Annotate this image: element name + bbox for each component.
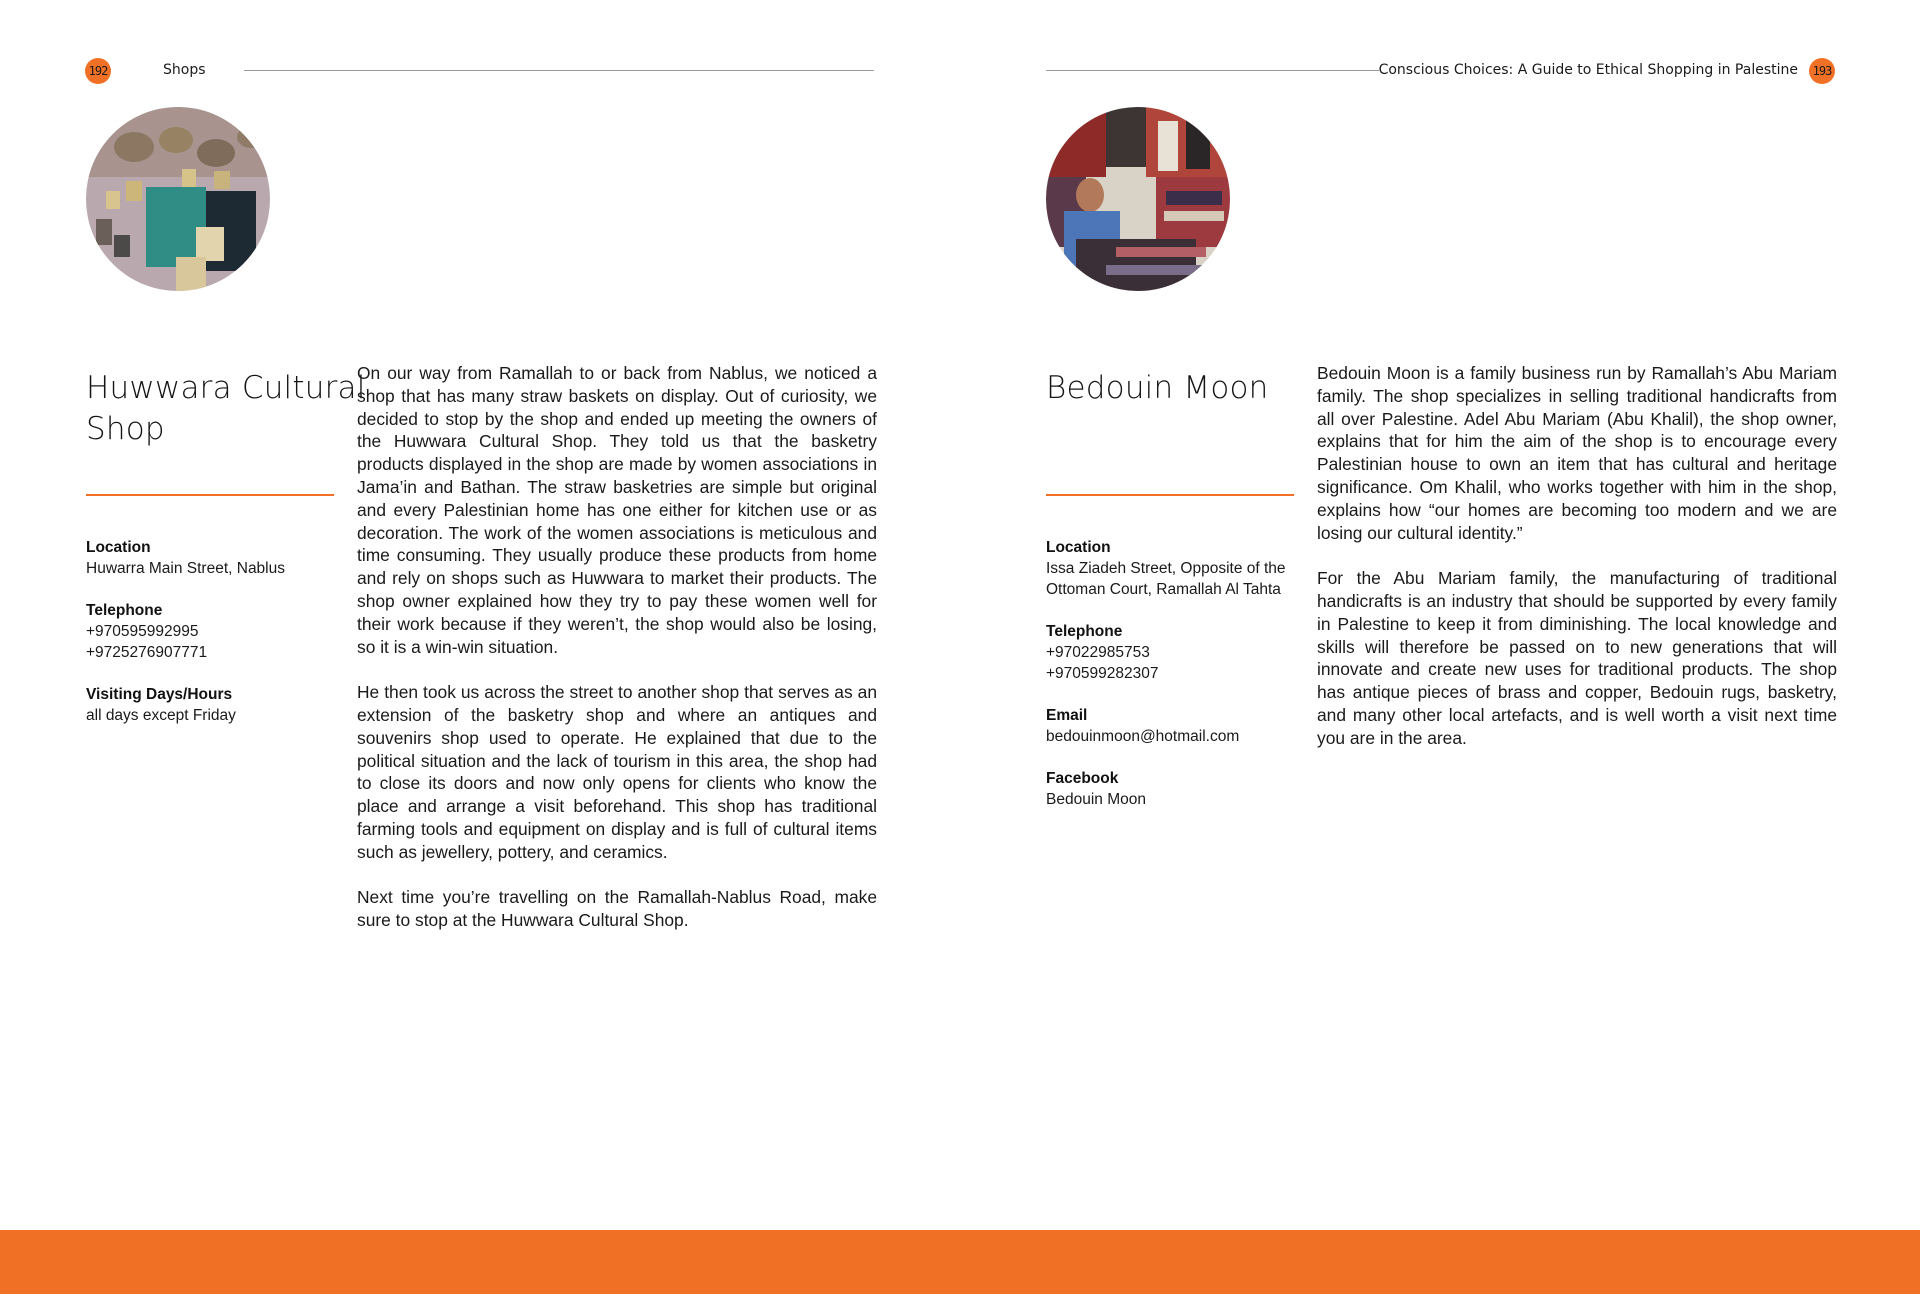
shop-title-bedouin-moon: Bedouin Moon bbox=[1046, 370, 1269, 406]
header-rule-left bbox=[244, 70, 874, 71]
shop-title-huwwara bbox=[86, 368, 366, 450]
location-value: Issa Ziadeh Street, Opposite of the Ottoman Court, Ramallah Al Tahta bbox=[1046, 560, 1286, 598]
shop-info-huwwara bbox=[86, 537, 338, 747]
location-group bbox=[86, 537, 338, 579]
telephone-group bbox=[1046, 621, 1298, 684]
page-number-right: 193 bbox=[1809, 58, 1835, 84]
shop-owner-photo bbox=[1046, 107, 1230, 291]
location-value: Huwarra Main Street, Nablus bbox=[86, 560, 285, 577]
hours-value: all days except Friday bbox=[86, 707, 236, 724]
shop-description-bedouin-moon bbox=[1317, 362, 1837, 772]
telephone-value: +97022985753 bbox=[1046, 644, 1150, 661]
telephone-label: Telephone bbox=[86, 602, 163, 619]
telephone-value: +970599282307 bbox=[1046, 665, 1159, 682]
shop-title-line-2: Shop bbox=[86, 411, 165, 447]
page-number-left: 192 bbox=[85, 58, 111, 84]
shop-info-bedouin-moon bbox=[1046, 537, 1298, 831]
accent-rule-left bbox=[86, 494, 334, 496]
email-value[interactable]: bedouinmoon@hotmail.com bbox=[1046, 728, 1240, 745]
location-label: Location bbox=[86, 539, 151, 556]
facebook-value: Bedouin Moon bbox=[1046, 791, 1146, 808]
telephone-value: +970595992995 bbox=[86, 623, 199, 640]
hours-label: Visiting Days/Hours bbox=[86, 686, 233, 703]
shop-title-line-1: Huwwara Cultural bbox=[86, 370, 366, 406]
telephone-value: +9725276907771 bbox=[86, 644, 208, 661]
facebook-group bbox=[1046, 768, 1298, 810]
facebook-label: Facebook bbox=[1046, 770, 1119, 787]
telephone-group bbox=[86, 600, 338, 663]
email-label: Email bbox=[1046, 707, 1088, 724]
paragraph: Bedouin Moon is a family business run by Ramallah’s Abu Mariam family. The shop specializes in selling traditional handicrafts from all over Palestine. Adel Abu Mariam (Abu Khalil), the shop owner, explains that for him the aim of the shop is to encourage every Palestinian house to own an item that has cultural and heritage significance. Om Khalil, who works together with him in the shop, explains how “our homes are becoming too modern and we are losing our cultural identity.” bbox=[1317, 363, 1837, 543]
location-group bbox=[1046, 537, 1298, 600]
paragraph: For the Abu Mariam family, the manufacturing of traditional handicrafts is an industry that should be supported by every family in Palestine to keep it from diminishing. The local knowledge and skills will therefore be passed on to new generations that will innovate and create new uses for traditional products. The shop has antique pieces of brass and copper, Bedouin rugs, basketry, and many other local artefacts, and is well worth a visit next time you are in the area. bbox=[1317, 568, 1837, 748]
email-group bbox=[1046, 705, 1298, 747]
section-heading: Shops bbox=[163, 62, 206, 78]
accent-rule-right bbox=[1046, 494, 1294, 496]
location-label: Location bbox=[1046, 539, 1111, 556]
paragraph: On our way from Ramallah to or back from Nablus, we noticed a shop that has many straw baskets on display. Out of curiosity, we decided to stop by the shop and ended up meeting the owners of the Huwwara Cultural Shop. They told us that the basketry products displayed in the shop are made by women associations in Jama’in and Bathan. The straw basketries are simple but original and every Palestinian home has one either for kitchen use or as decoration. The work of the women associations is meticulous and time consuming. They usually produce these products from home and rely on shops such as Huwwara to market their products. The shop owner explained how they try to pay these women well for their work because if they weren’t, the shop would also be losing, so it is a win-win situation. bbox=[357, 363, 877, 657]
shop-description-huwwara bbox=[357, 362, 877, 955]
book-title: Conscious Choices: A Guide to Ethical Shopping in Palestine bbox=[1378, 62, 1798, 78]
footer-band bbox=[0, 1230, 1920, 1294]
header-rule-right bbox=[1046, 70, 1379, 71]
paragraph: Next time you’re travelling on the Ramallah-Nablus Road, make sure to stop at the Huwwara Cultural Shop. bbox=[357, 887, 877, 931]
telephone-label: Telephone bbox=[1046, 623, 1123, 640]
hours-group bbox=[86, 684, 338, 726]
basket-shop-photo bbox=[86, 107, 270, 291]
paragraph: He then took us across the street to another shop that serves as an extension of the basketry shop and where an antiques and souvenirs shop used to operate. He explained that due to the political situation and the lack of tourism in this area, the shop had to close its doors and now only opens for clients who know the place and arrange a visit beforehand. This shop has traditional farming tools and equipment on display and is full of cultural items such as jewellery, pottery, and ceramics. bbox=[357, 682, 877, 862]
